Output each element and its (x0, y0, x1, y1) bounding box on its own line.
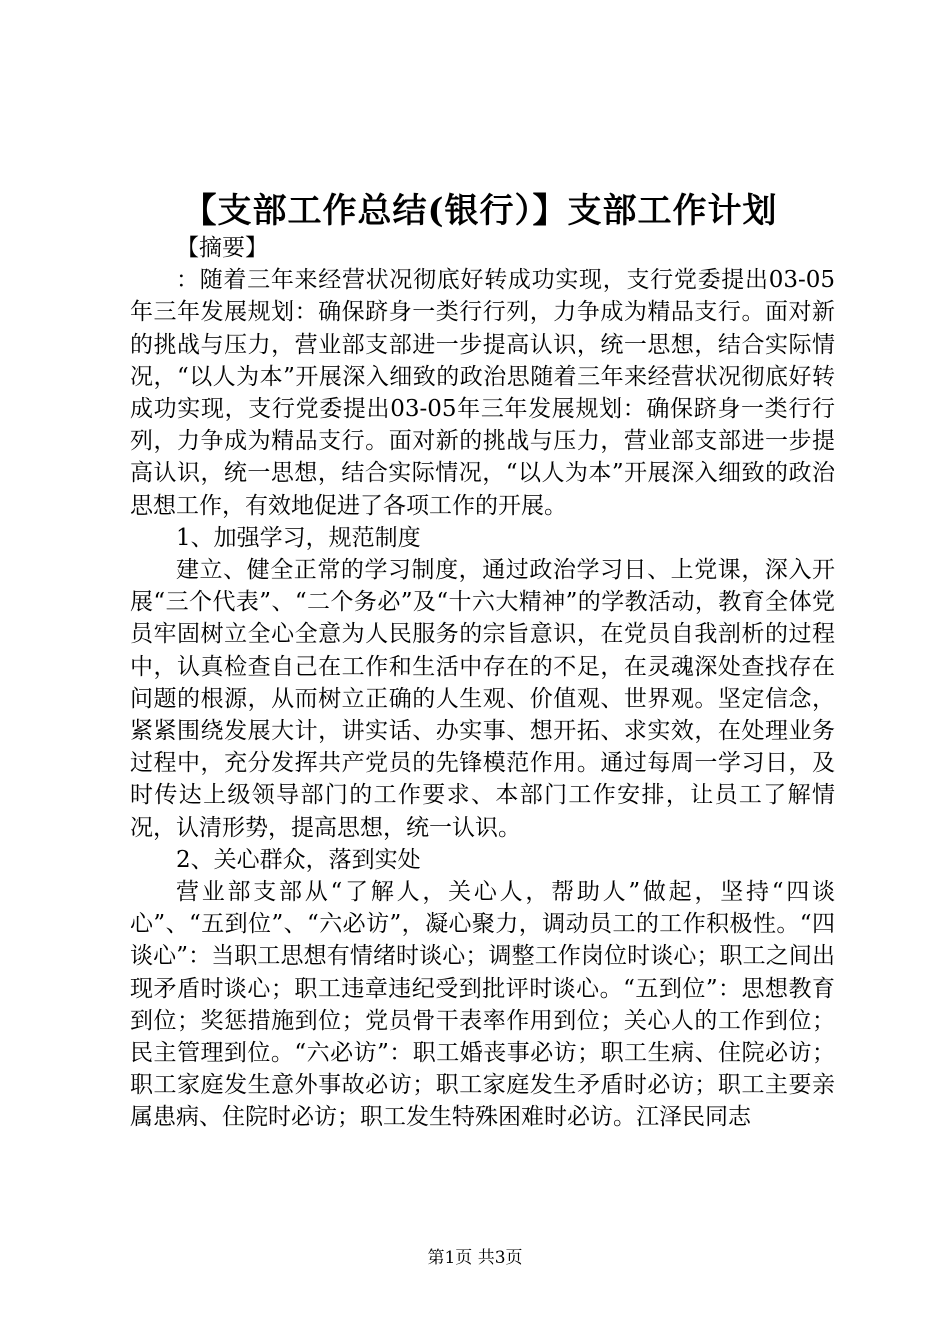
page-footer: 第1页 共3页 (427, 1248, 523, 1268)
document-title: 【支部工作总结(银行）】支部工作计划 (182, 191, 778, 231)
paragraph-section-1: 建立、健全正常的学习制度，通过政治学习日、上党课，深入开展“三个代表”、“二个务必”及“十六大精神”的学教活动，教育全体党员牢固树立全心全意为人民服务的宗旨意识，在党员自我剖析的过程中，认真检查自己在工作和生活中存在的不足，在灵魂深处查找存在问题的根源，从而树立正确的人生观、价值观、世界观。坚定信念，紧紧围绕发展大计，讲实话、办实事、想开拓、求实效，在处理业务过程中，充分发挥共产党员的先锋模范作用。通过每周一学习日，及时传达上级领导部门的工作要求、本部门工作安排，让员工了解情况，认清形势，提高思想，统一认识。 (130, 557, 835, 841)
section-heading-1: 1、加强学习，规范制度 (176, 524, 421, 551)
paragraph-section-2: 营业部支部从“了解人，关心人，帮助人”做起，坚持“四谈心”、“五到位”、“六必访”，凝心聚力，调动员工的工作积极性。“四谈心”：当职工思想有情绪时谈心；调整工作岗位时谈心；职工之间出现矛盾时谈心；职工违章违纪受到批评时谈心。“五到位”：思想教育到位；奖惩措施到位；党员骨干表率作用到位；关心人的工作到位；民主管理到位。“六必访”：职工婚丧事必访；职工生病、住院必访；职工家庭发生意外事故必访；职工家庭发生矛盾时必访；职工主要亲属患病、住院时必访；职工发生特殊困难时必访。江泽民同志 (130, 879, 835, 1131)
paragraph-intro: ：随着三年来经营状况彻底好转成功实现，支行党委提出03-05年三年发展规划：确保跻身一类行行列，力争成为精品支行。面对新的挑战与压力，营业部支部进一步提高认识，统一思想，结合实际情况，“以人为本”开展深入细致的政治思随着三年来经营状况彻底好转成功实现，支行党委提出03-05年三年发展规划：确保跻身一类行行列，力争成为精品支行。面对新的挑战与压力，营业部支部进一步提高认识，统一思想，结合实际情况，“以人为本”开展深入细致的政治思想工作，有效地促进了各项工作的开展。 (130, 267, 835, 519)
abstract-label: 【摘要】 (176, 235, 268, 261)
section-heading-2: 2、关心群众，落到实处 (176, 846, 421, 873)
document-body (130, 232, 835, 1134)
